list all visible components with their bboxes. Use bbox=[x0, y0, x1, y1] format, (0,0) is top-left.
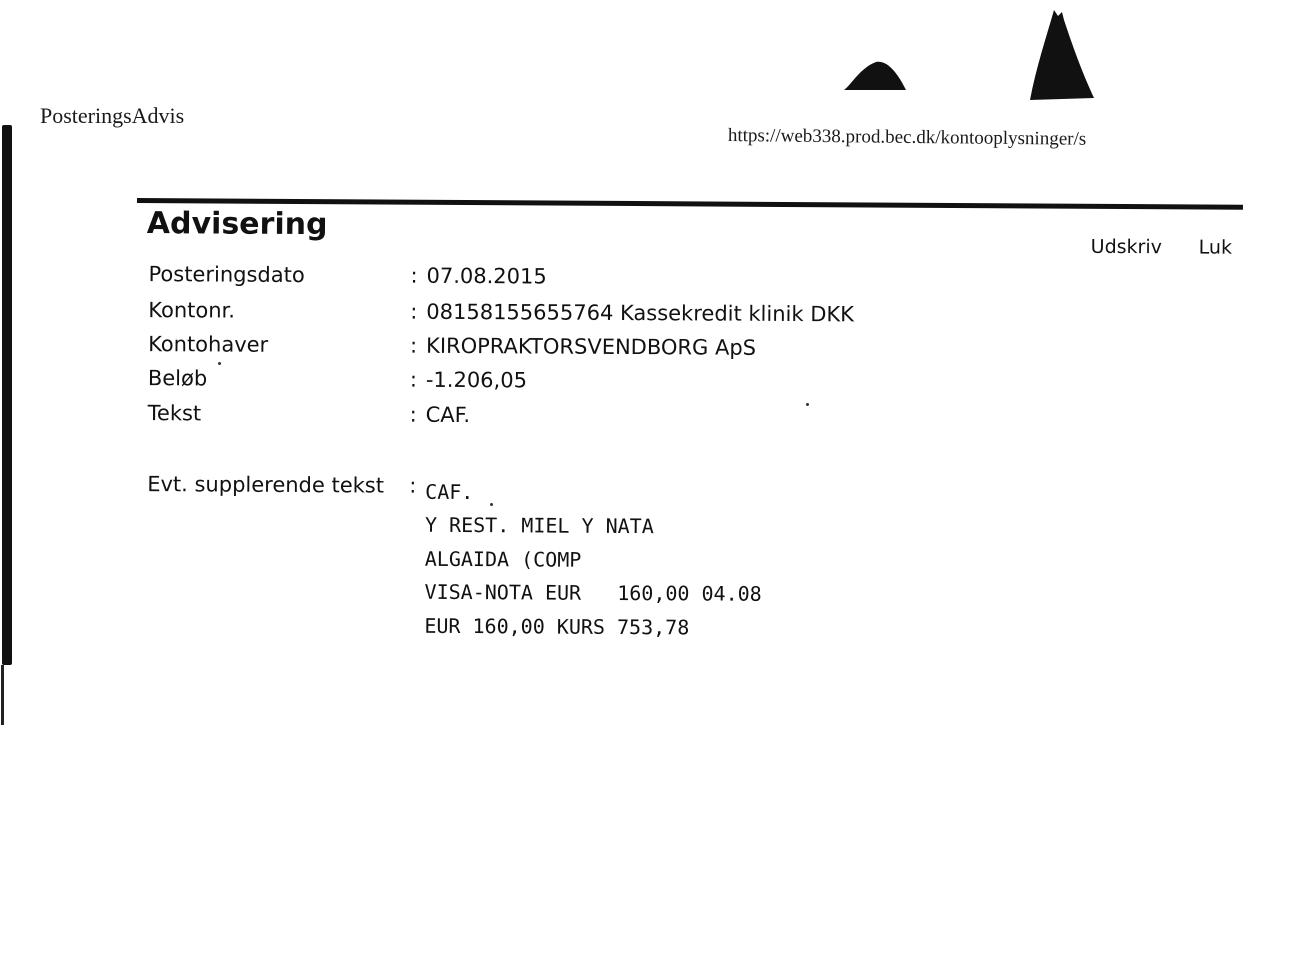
print-page-title: PosteringsAdvis bbox=[40, 103, 185, 128]
advice-panel bbox=[134, 198, 1243, 665]
print-link[interactable]: Udskriv bbox=[1090, 235, 1163, 259]
field-label: Posteringsdato bbox=[148, 262, 305, 288]
field-separator: : bbox=[410, 299, 418, 324]
scan-speck bbox=[218, 362, 221, 365]
field-separator: : bbox=[410, 263, 418, 288]
field-value: 08158155655764 Kassekredit klinik DKK bbox=[426, 299, 855, 327]
supplementary-line: VISA-NOTA EUR 160,00 04.08 bbox=[424, 579, 762, 606]
field-label: Beløb bbox=[147, 366, 208, 391]
field-value: 07.08.2015 bbox=[426, 263, 547, 289]
field-row-text bbox=[148, 401, 471, 427]
supplementary-line: EUR 160,00 KURS 753,78 bbox=[424, 613, 690, 640]
field-label: Evt. supplerende tekst bbox=[147, 472, 385, 498]
field-separator: : bbox=[409, 402, 417, 427]
scan-edge-mark bbox=[2, 125, 12, 665]
field-label: Tekst bbox=[147, 401, 202, 426]
field-value: CAF. bbox=[425, 402, 471, 428]
field-value: KIROPRAKTORSVENDBORG ApS bbox=[426, 333, 757, 360]
field-row-account-number bbox=[148, 298, 854, 326]
page-title: Advisering bbox=[146, 206, 328, 243]
supplementary-line: ALGAIDA (COMP bbox=[424, 546, 582, 572]
field-row-account-holder bbox=[148, 332, 756, 360]
scan-speck bbox=[490, 503, 493, 506]
field-row-supplementary-text bbox=[147, 472, 425, 498]
field-value: -1.206,05 bbox=[425, 367, 528, 393]
close-link[interactable]: Luk bbox=[1198, 236, 1233, 259]
supplementary-line: CAF. bbox=[425, 479, 474, 505]
field-separator: : bbox=[410, 333, 418, 358]
field-row-amount bbox=[148, 366, 527, 392]
scan-edge-mark-tail bbox=[1, 665, 4, 725]
supplementary-line: Y REST. MIEL Y NATA bbox=[424, 512, 654, 539]
field-separator: : bbox=[409, 473, 417, 498]
ink-blot-icon bbox=[842, 58, 908, 94]
field-row-posting-date bbox=[148, 262, 546, 288]
field-label: Kontohaver bbox=[148, 332, 269, 357]
field-label: Kontonr. bbox=[148, 298, 236, 323]
scan-speck bbox=[806, 403, 809, 406]
print-page-url: https://web338.prod.bec.dk/kontooplysninger/s bbox=[727, 125, 1087, 150]
field-separator: : bbox=[409, 367, 418, 392]
ink-blot-icon bbox=[1028, 8, 1098, 104]
